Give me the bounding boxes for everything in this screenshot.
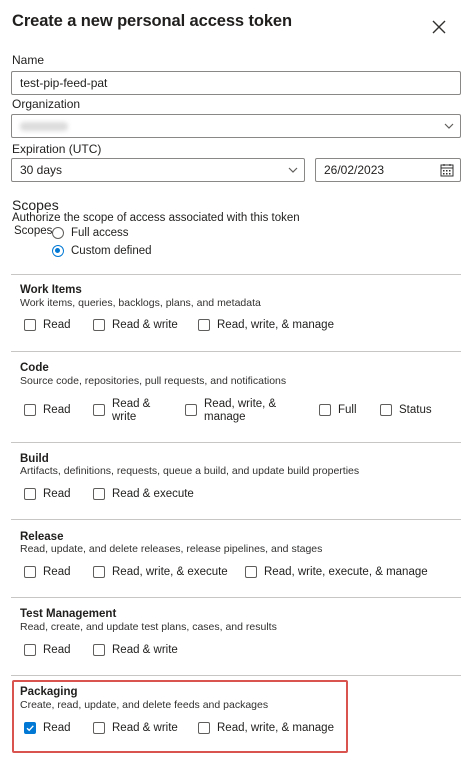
calendar-icon[interactable] <box>440 163 454 177</box>
section-desc-packaging: Create, read, update, and delete feeds and packages <box>20 699 269 711</box>
checkbox-label: Read <box>43 319 71 331</box>
checkbox-release-execute[interactable] <box>93 566 105 578</box>
checkbox-work-items-read-write[interactable] <box>93 319 105 331</box>
section-title-packaging: Packaging <box>20 686 78 698</box>
checkbox-test-read[interactable] <box>24 644 36 656</box>
checkbox-release-manage[interactable] <box>245 566 257 578</box>
expiration-select[interactable] <box>11 158 305 182</box>
checkbox-label: Read & <box>112 398 151 410</box>
checkbox-code-read[interactable] <box>24 404 36 416</box>
section-title-work-items: Work Items <box>20 284 82 296</box>
scopes-description: Authorize the scope of access associated with this token <box>12 212 300 224</box>
checkbox-label: Read <box>43 644 71 656</box>
checkbox-label: Status <box>399 404 432 416</box>
checkbox-code-full[interactable] <box>319 404 331 416</box>
name-input[interactable] <box>11 71 461 95</box>
section-title-code: Code <box>20 362 49 374</box>
organization-label: Organization <box>12 97 81 111</box>
radio-custom-defined-label: Custom defined <box>71 245 152 257</box>
checkbox-label: Read & write <box>112 319 178 331</box>
radio-full-access-label: Full access <box>71 227 129 239</box>
organization-select[interactable] <box>11 114 461 138</box>
expiration-date-value: 26/02/2023 <box>324 163 385 177</box>
checkbox-label: Read <box>43 488 71 500</box>
name-input-value: test-pip-feed-pat <box>20 76 108 90</box>
section-desc-test-management: Read, create, and update test plans, cases, and results <box>20 621 277 633</box>
divider <box>11 675 461 676</box>
section-title-test-management: Test Management <box>20 608 117 620</box>
expiration-date-input[interactable] <box>315 158 461 182</box>
organization-redacted-value <box>20 122 68 131</box>
checkbox-work-items-manage[interactable] <box>198 319 210 331</box>
checkbox-label: write <box>112 411 137 423</box>
scopes-group-label: Scopes <box>14 225 53 237</box>
divider <box>11 442 461 443</box>
radio-custom-defined[interactable] <box>52 245 64 257</box>
checkbox-label: Read & write <box>112 722 178 734</box>
checkbox-label: Full <box>338 404 357 416</box>
name-label: Name <box>12 53 45 67</box>
checkbox-label: Read, write, & manage <box>217 722 334 734</box>
dialog-title: Create a new personal access token <box>12 12 292 30</box>
checkbox-build-execute[interactable] <box>93 488 105 500</box>
section-title-release: Release <box>20 531 64 543</box>
checkbox-release-read[interactable] <box>24 566 36 578</box>
divider <box>11 519 461 520</box>
section-desc-release: Read, update, and delete releases, release pipelines, and stages <box>20 543 323 555</box>
checkbox-label: Read & write <box>112 644 178 656</box>
check-icon <box>25 723 35 733</box>
expiration-select-value: 30 days <box>20 163 63 177</box>
section-desc-work-items: Work items, queries, backlogs, plans, and metadata <box>20 297 261 309</box>
checkbox-label: Read <box>43 722 71 734</box>
checkbox-label: Read, write, execute, & manage <box>264 566 428 578</box>
checkbox-packaging-read-write[interactable] <box>93 722 105 734</box>
scopes-heading: Scopes <box>12 197 59 213</box>
checkbox-work-items-read[interactable] <box>24 319 36 331</box>
checkbox-label: manage <box>204 411 246 423</box>
checkbox-label: Read, write, & execute <box>112 566 228 578</box>
checkbox-label: Read <box>43 404 71 416</box>
checkbox-label: Read & execute <box>112 488 194 500</box>
section-desc-build: Artifacts, definitions, requests, queue a build, and update build properties <box>20 465 360 477</box>
section-desc-code: Source code, repositories, pull requests, and notifications <box>20 375 287 387</box>
checkbox-packaging-read[interactable] <box>24 722 36 734</box>
checkbox-packaging-manage[interactable] <box>198 722 210 734</box>
divider <box>11 597 461 598</box>
checkbox-code-manage[interactable] <box>185 404 197 416</box>
expiration-label: Expiration (UTC) <box>12 142 102 156</box>
divider <box>11 274 461 275</box>
checkbox-code-status[interactable] <box>380 404 392 416</box>
chevron-down-icon <box>287 164 299 176</box>
checkbox-label: Read, write, & <box>204 398 277 410</box>
checkbox-code-read-write[interactable] <box>93 404 105 416</box>
radio-full-access[interactable] <box>52 227 64 239</box>
checkbox-label: Read, write, & manage <box>217 319 334 331</box>
checkbox-label: Read <box>43 566 71 578</box>
chevron-down-icon <box>443 120 455 132</box>
checkbox-build-read[interactable] <box>24 488 36 500</box>
section-title-build: Build <box>20 453 49 465</box>
checkbox-test-read-write[interactable] <box>93 644 105 656</box>
divider <box>11 351 461 352</box>
close-icon[interactable] <box>430 18 448 36</box>
